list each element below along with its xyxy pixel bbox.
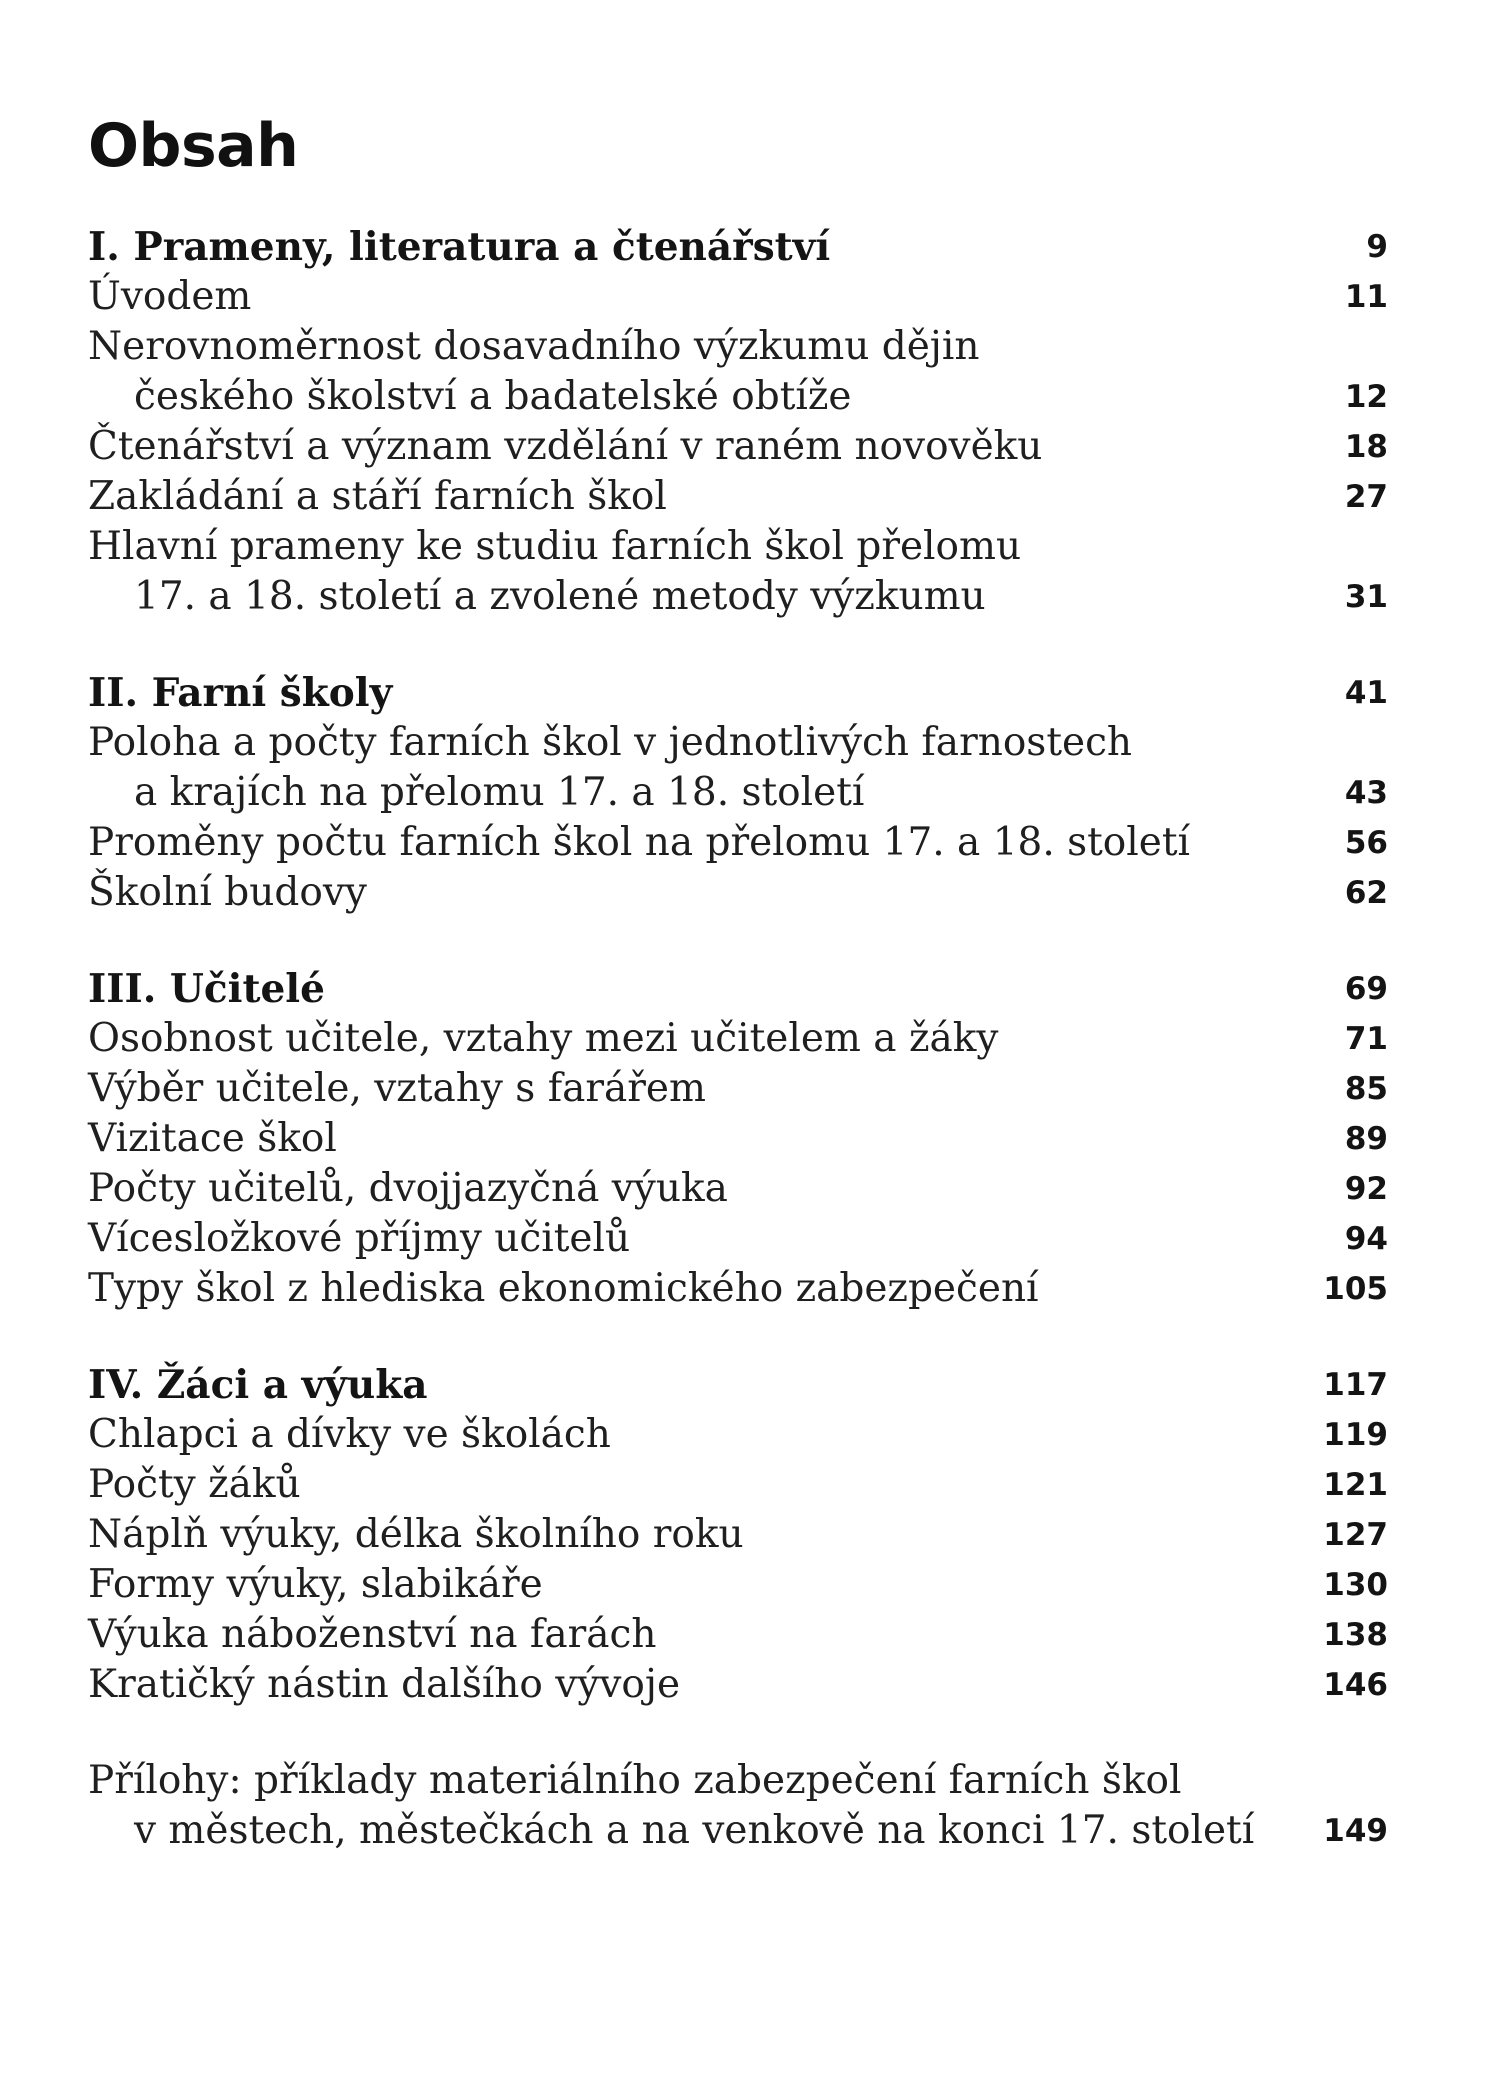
toc-entry-title: Typy škol z hlediska ekonomického zabezpečení: [88, 1266, 1039, 1311]
toc-section-3: [88, 964, 1388, 1314]
toc-entry[interactable]: [88, 422, 1388, 472]
toc-entry-title: Proměny počtu farních škol na přelomu 17. a 18. století: [88, 820, 1190, 865]
toc-entry-title: Výuka náboženství na farách: [88, 1612, 657, 1657]
toc-entry-title: Nerovnoměrnost dosavadního výzkumu dějin českého školství a badatelské obtíže: [88, 324, 980, 419]
toc-page-number: 71: [1344, 1021, 1388, 1057]
toc-entry[interactable]: [88, 868, 1388, 918]
toc-entry-title: Vizitace škol: [88, 1116, 337, 1161]
toc-entry[interactable]: [88, 272, 1388, 322]
toc-section-1: [88, 222, 1388, 622]
toc-section-heading[interactable]: [88, 668, 1388, 718]
toc-page-number: 89: [1344, 1121, 1388, 1157]
toc-page-number: 43: [1344, 775, 1388, 811]
toc-page-number: 27: [1344, 479, 1388, 515]
toc-entry-title: I. Prameny, literatura a čtenářství: [88, 224, 831, 270]
toc-entry-title: IV. Žáci a výuka: [88, 1362, 428, 1408]
toc-section-appendix: [88, 1756, 1388, 1856]
toc-entry[interactable]: [88, 1610, 1388, 1660]
toc-entry-title: Počty učitelů, dvojjazyčná výuka: [88, 1166, 728, 1211]
toc-entry[interactable]: [88, 1014, 1388, 1064]
toc-entry-title: Formy výuky, slabikáře: [88, 1562, 543, 1607]
toc-page: [88, 0, 1388, 2082]
toc-entry[interactable]: [88, 1460, 1388, 1510]
toc-entry[interactable]: [88, 1214, 1388, 1264]
toc-page-number: 11: [1344, 279, 1388, 315]
toc-entry[interactable]: [88, 1560, 1388, 1610]
toc-entry[interactable]: [88, 322, 1388, 422]
toc-section-heading[interactable]: [88, 222, 1388, 272]
toc-entry[interactable]: [88, 1064, 1388, 1114]
toc-entry[interactable]: [88, 1410, 1388, 1460]
toc-entry[interactable]: [88, 1510, 1388, 1560]
toc-entry[interactable]: [88, 472, 1388, 522]
toc-entry-title: Kratičký nástin dalšího vývoje: [88, 1662, 681, 1707]
toc-entry-title: III. Učitelé: [88, 966, 325, 1012]
toc-entry-title: Školní budovy: [88, 870, 367, 915]
toc-entry-title: Osobnost učitele, vztahy mezi učitelem a žáky: [88, 1016, 999, 1061]
toc-entry-title: Úvodem: [88, 274, 252, 319]
toc-page-number: 56: [1344, 825, 1388, 861]
toc-entry-title: Počty žáků: [88, 1462, 301, 1507]
table-of-contents: [88, 222, 1388, 1902]
toc-section-2: [88, 668, 1388, 918]
page-title: Obsah: [88, 111, 299, 181]
toc-page-number: 146: [1323, 1667, 1388, 1703]
toc-page-number: 121: [1323, 1467, 1388, 1503]
toc-page-number: 31: [1344, 579, 1388, 615]
toc-entry[interactable]: [88, 1264, 1388, 1314]
toc-section-heading[interactable]: [88, 1360, 1388, 1410]
toc-entry-title: Hlavní prameny ke studiu farních škol přelomu 17. a 18. století a zvolené metody výzkumu: [88, 524, 1022, 619]
toc-page-number: 69: [1344, 971, 1388, 1007]
toc-page-number: 85: [1344, 1071, 1388, 1107]
toc-entry-title: Chlapci a dívky ve školách: [88, 1412, 611, 1457]
toc-page-number: 105: [1323, 1271, 1388, 1307]
toc-entry-title: II. Farní školy: [88, 670, 393, 716]
toc-entry[interactable]: [88, 1114, 1388, 1164]
toc-page-number: 127: [1323, 1517, 1388, 1553]
toc-entry-title: Poloha a počty farních škol v jednotlivých farnostech a krajích na přelomu 17. a 18. století: [88, 720, 1133, 815]
toc-page-number: 18: [1344, 429, 1388, 465]
toc-page-number: 9: [1366, 229, 1388, 265]
toc-page-number: 62: [1344, 875, 1388, 911]
toc-entry-title: Výběr učitele, vztahy s farářem: [88, 1066, 706, 1111]
toc-entry-title: Přílohy: příklady materiálního zabezpečení farních škol v městech, městečkách a na venkově na konci 17. století: [88, 1758, 1255, 1853]
toc-entry[interactable]: [88, 1164, 1388, 1214]
toc-page-number: 94: [1344, 1221, 1388, 1257]
toc-entry-title: Vícesložkové příjmy učitelů: [88, 1216, 631, 1261]
toc-page-number: 130: [1323, 1567, 1388, 1603]
toc-page-number: 41: [1344, 675, 1388, 711]
toc-entry[interactable]: [88, 718, 1388, 818]
toc-page-number: 92: [1344, 1171, 1388, 1207]
toc-section-heading[interactable]: [88, 964, 1388, 1014]
toc-entry[interactable]: [88, 1660, 1388, 1710]
toc-entry[interactable]: [88, 522, 1388, 622]
toc-page-number: 149: [1323, 1813, 1388, 1849]
toc-page-number: 12: [1344, 379, 1388, 415]
toc-page-number: 119: [1323, 1417, 1388, 1453]
toc-entry-title: Náplň výuky, délka školního roku: [88, 1512, 744, 1557]
toc-page-number: 117: [1323, 1367, 1388, 1403]
toc-section-4: [88, 1360, 1388, 1710]
toc-entry-title: Čtenářství a význam vzdělání v raném novověku: [88, 424, 1043, 469]
toc-entry-title: Zakládání a stáří farních škol: [88, 474, 667, 519]
toc-page-number: 138: [1323, 1617, 1388, 1653]
toc-entry-appendix[interactable]: [88, 1756, 1388, 1856]
toc-entry[interactable]: [88, 818, 1388, 868]
